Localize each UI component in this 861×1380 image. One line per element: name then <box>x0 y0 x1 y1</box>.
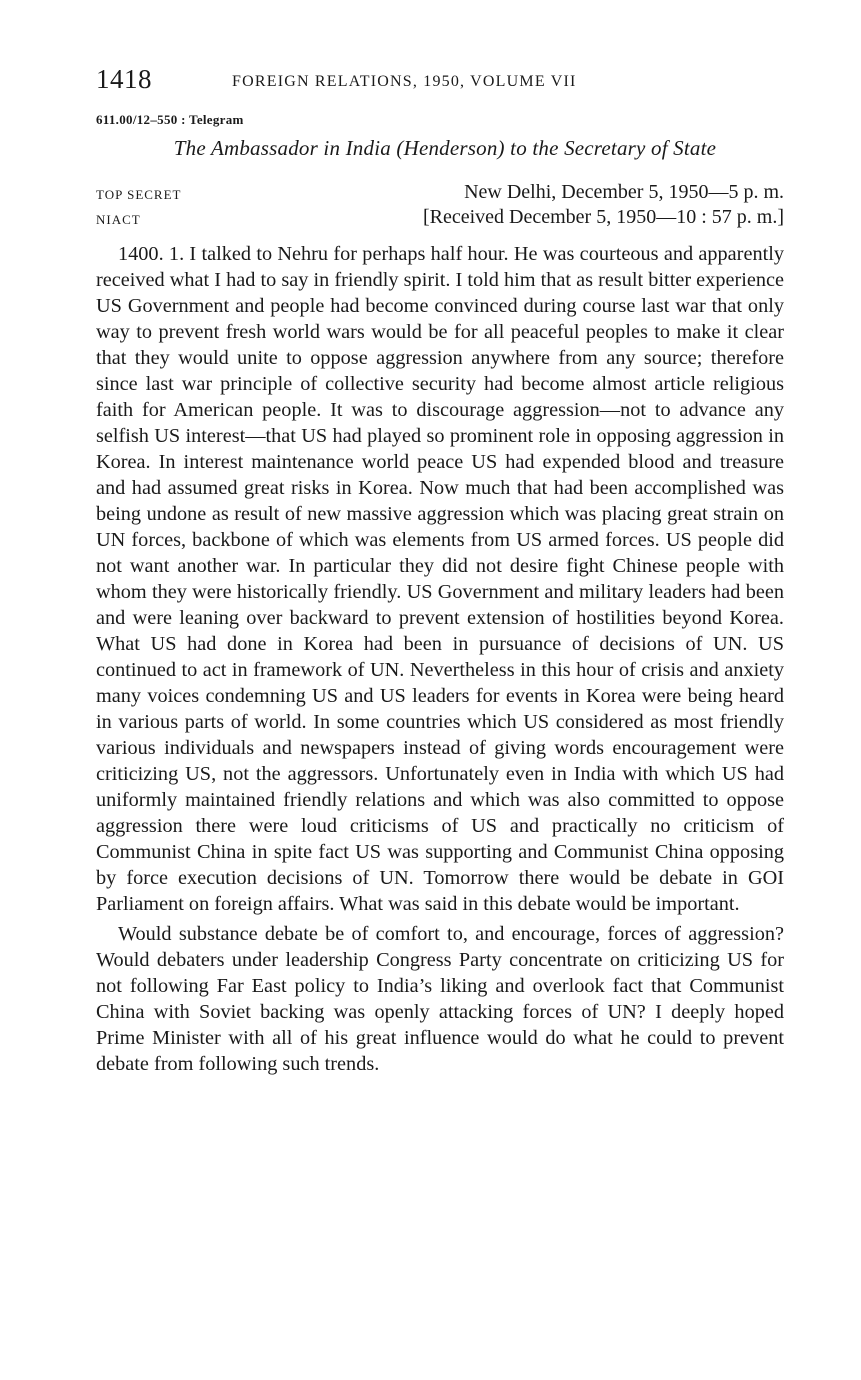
running-head <box>96 60 784 100</box>
body-paragraph: 1400. 1. I talked to Nehru for perhaps half hour. He was courteous and apparently received what I had to say in friendly spirit. I told him that as result bitter experience US Government and people had become convinced during course last war that only way to prevent fresh world wars would be for all peaceful peoples to make it clear that they would unite to oppose aggression anywhere from any source; therefore since last war principle of collective security had become almost article religious faith for American people. It was to discourage aggression—not to advance any selfish US interest—that US had played so prominent role in opposing aggression in Korea. In interest maintenance world peace US had expended blood and treasure and had assumed great risks in Korea. Now much that had been accomplished was being undone as result of new massive aggression which was placing great strain on UN forces, backbone of which was elements from US armed forces. US people did not want another war. In particular they did not desire fight Chinese people with whom they were historically friendly. US Government and military leaders had been and were leaning over backward to prevent extension of hostilities beyond Korea. What US had done in Korea had been in pursuance of decisions of UN. US continued to act in framework of UN. Nevertheless in this hour of crisis and anxiety many voices condemning US and US leaders for events in Korea were being heard in various parts of world. In some countries which US considered as most friendly various individuals and newspapers instead of giving words encouragement were criticizing US, not the aggressors. Unfortunately even in India with which US had uniformly maintained friendly relations and which was also committed to oppose aggression there were loud criticisms of US and practically no criticism of Communist China in spite fact US was supporting and Communist China opposing by force execution decisions of UN. Tomorrow there would be debate in GOI Parliament on foreign affairs. What was said in this debate would be important. <box>96 243 784 915</box>
received-line: [Received December 5, 1950—10 : 57 p. m.] <box>422 206 784 228</box>
page-number: 1418 <box>96 64 152 94</box>
dateline: New Delhi, December 5, 1950—5 p. m. <box>464 181 784 203</box>
metadata-row-1 <box>96 181 784 206</box>
classification-label: TOP SECRET <box>96 187 182 202</box>
telegram-body <box>96 241 784 1077</box>
file-reference: 611.00/12–550 : Telegram <box>96 112 244 127</box>
body-paragraph: Would substance debate be of comfort to, and encourage, forces of aggression? Would debaters under leadership Congress Party concentrate on criticizing US for not following Far East policy to India’s liking and overlook fact that Communist China with Soviet backing was openly attacking forces of UN? I deeply hoped Prime Minister with all of his great influence would do what he could to prevent debate from following such trends. <box>96 923 784 1075</box>
metadata-row-2 <box>96 206 784 231</box>
document-title: The Ambassador in India (Henderson) to the Secretary of State <box>173 136 717 160</box>
running-title: FOREIGN RELATIONS, 1950, VOLUME VII <box>232 73 577 90</box>
document-page <box>96 60 784 1077</box>
handling-label: NIACT <box>96 212 141 227</box>
telegram-metadata <box>96 181 784 231</box>
